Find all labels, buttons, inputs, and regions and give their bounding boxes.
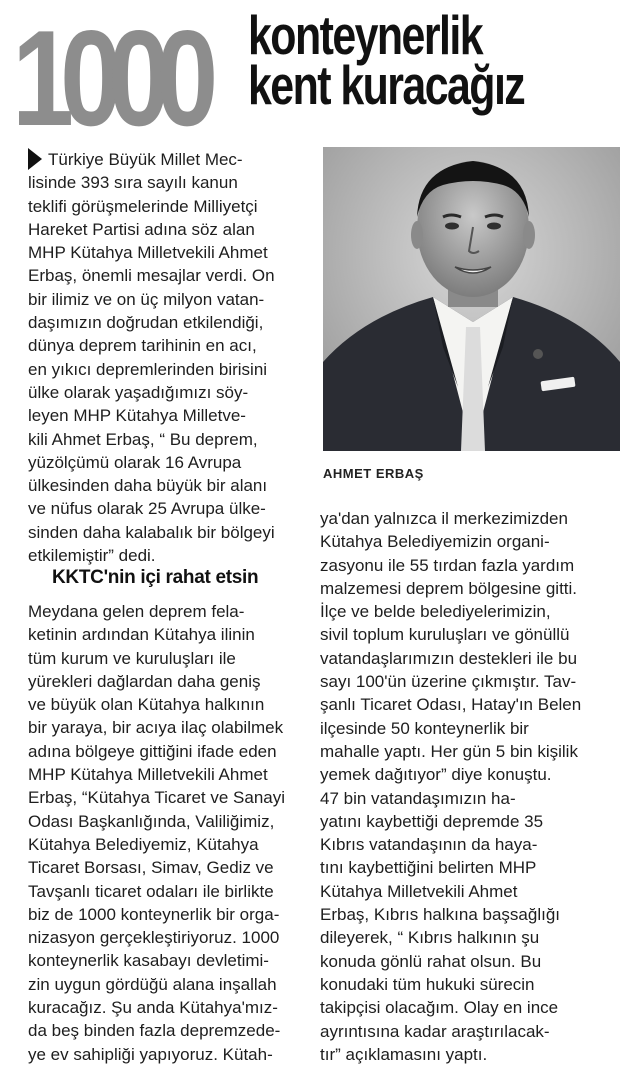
headline-line-1: konteynerlik: [248, 4, 483, 66]
headline-number: 1000: [12, 2, 205, 154]
triangle-marker-icon: [28, 148, 42, 170]
photo-caption: AHMET ERBAŞ: [323, 466, 424, 481]
lead-text: Türkiye Büyük Millet Mec- lisinde 393 sıra sayılı kanun teklifi görüşmelerinde Milliyetçi Hareket Partisi adına söz alan MHP Kütahya Milletvekili Ahmet Erbaş, önemli mesajlar verdi. On bir ilimiz ve on üç milyon vatan- daşımızın doğrudan etkilendiği, dünya deprem tarihinin en acı, en yıkıcı depremlerinden birisini ülke olarak yaşadığımızı söy- leyen MHP Kütahya Milletve- kili Ahmet Erbaş, “ Bu deprem, yüzölçümü olarak 16 Avrupa ülkesinden daha büyük bir alanı ve nüfus olarak 25 Avrupa ülke- sinden daha kalabalık bir bölgeyi etkilemiştir” dedi.: [28, 150, 275, 566]
headline-title: [248, 4, 525, 116]
portrait-photo-icon: [323, 147, 620, 451]
lead-paragraph: [28, 148, 298, 567]
photo-ahmet-erbas: [323, 147, 620, 451]
body-left-column: Meydana gelen deprem fela- ketinin ardından Kütahya ilinin tüm kurum ve kuruluşları ile yürekleri dağlardan daha geniş ve büyük olan Kütahya halkının bir yaraya, bir acıya ilaç olabilmek adına bölgeye gittiğini ifade eden MHP Kütahya Milletvekili Ahmet Erbaş, “Kütahya Ticaret ve Sanayi Odası Başkanlığında, Valiliğimiz, Kütahya Belediyemiz, Kütahya Ticaret Borsası, Simav, Gediz ve Tavşanlı ticaret odaları ile birlikte biz de 1000 konteynerlik bir orga- nizasyon gerçekleştiriyoruz. 1000 konteynerlik kasabayı devletimi- zin uygun gördüğü alana inşallah kuracağız. Şu anda Kütahya'mız- da beş binden fazla depremzede- ye ev sahipliği yapıyoruz. Kütah-: [28, 602, 286, 1064]
subheading: KKTC'nin içi rahat etsin: [52, 567, 259, 588]
body-right-column: ya'dan yalnızca il merkezimizden Kütahya Belediyemizin organi- zasyonu ile 55 tırdan fazla yardım malzemesi deprem bölgesine gitti. İlçe ve belde belediyelerimizin, sivil toplum kuruluşları ve gönüllü vatandaşlarımızın destekleri ile bu sayı 100'ün üzerine çıkmıştır. Tav- şanlı Ticaret Odası, Hatay'ın Belen ilçesinde 50 konteynerlik bir mahalle yaptı. Her gün 5 bin kişilik yemek dağıtıyor” diye konuştu. 47 bin vatandaşımızın ha- yatını kaybettiği depremde 35 Kıbrıs vatandaşının da haya- tını kaybettiğini belirten MHP Kütahya Milletvekili Ahmet Erbaş, Kıbrıs halkına başsağlığı dileyerek, “ Kıbrıs halkının şu konuda gönlü rahat olsun. Bu konudaki tüm hukuki sürecin takipçisi olacağım. Olay en ince ayrıntısına kadar araştırılacak- tır” açıklamasını yaptı.: [320, 509, 582, 1064]
headline-line-2: kent kuracağız: [248, 54, 525, 116]
